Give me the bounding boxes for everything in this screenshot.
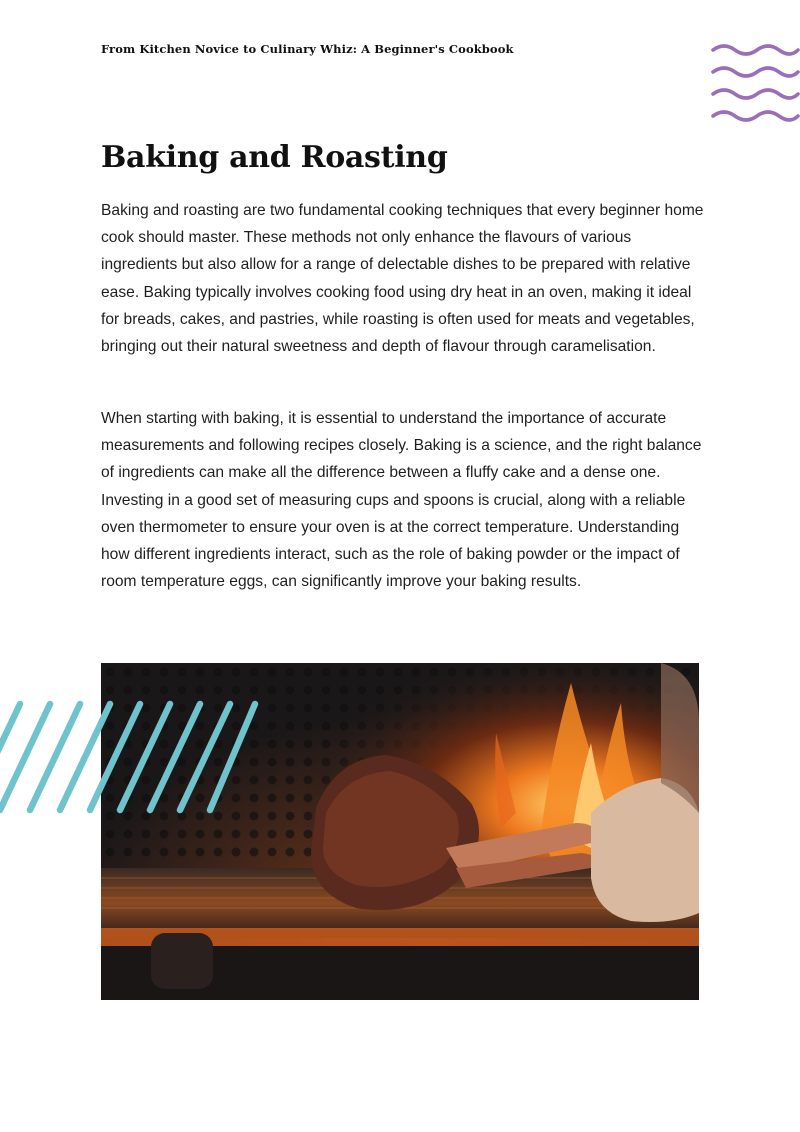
diagonal-stripes-decoration [0,700,260,815]
paragraph-intro: Baking and roasting are two fundamental cooking techniques that every beginner home cook should master. These methods not only enhance the flavours of various ingredients but also allow for a range of delectable dishes to be prepared with relative ease. Baking typically involves cooking food using dry heat in an oven, making it ideal for breads, cakes, and pastries, while roasting is often used for meats and vegetables, bringing out their natural sweetness and depth of flavour through caramelisation. [101,202,704,356]
paragraph-baking: When starting with baking, it is essential to understand the importance of accurate measurements and following recipes closely. Baking is a science, and the right balance of ingredients can make all the difference between a fluffy cake and a dense one. Investing in a good set of measuring cups and spoons is crucial, along with a reliable oven thermometer to ensure your oven is at the correct temperature. Understanding how different ingredients interact, such as the role of baking powder or the impact of room temperature eggs, can significantly improve your baking results. [101,410,702,591]
section-title: Baking and Roasting [101,140,448,175]
running-header: From Kitchen Novice to Culinary Whiz: A Beginner's Cookbook [101,42,514,56]
wave-lines-decoration [708,40,800,124]
